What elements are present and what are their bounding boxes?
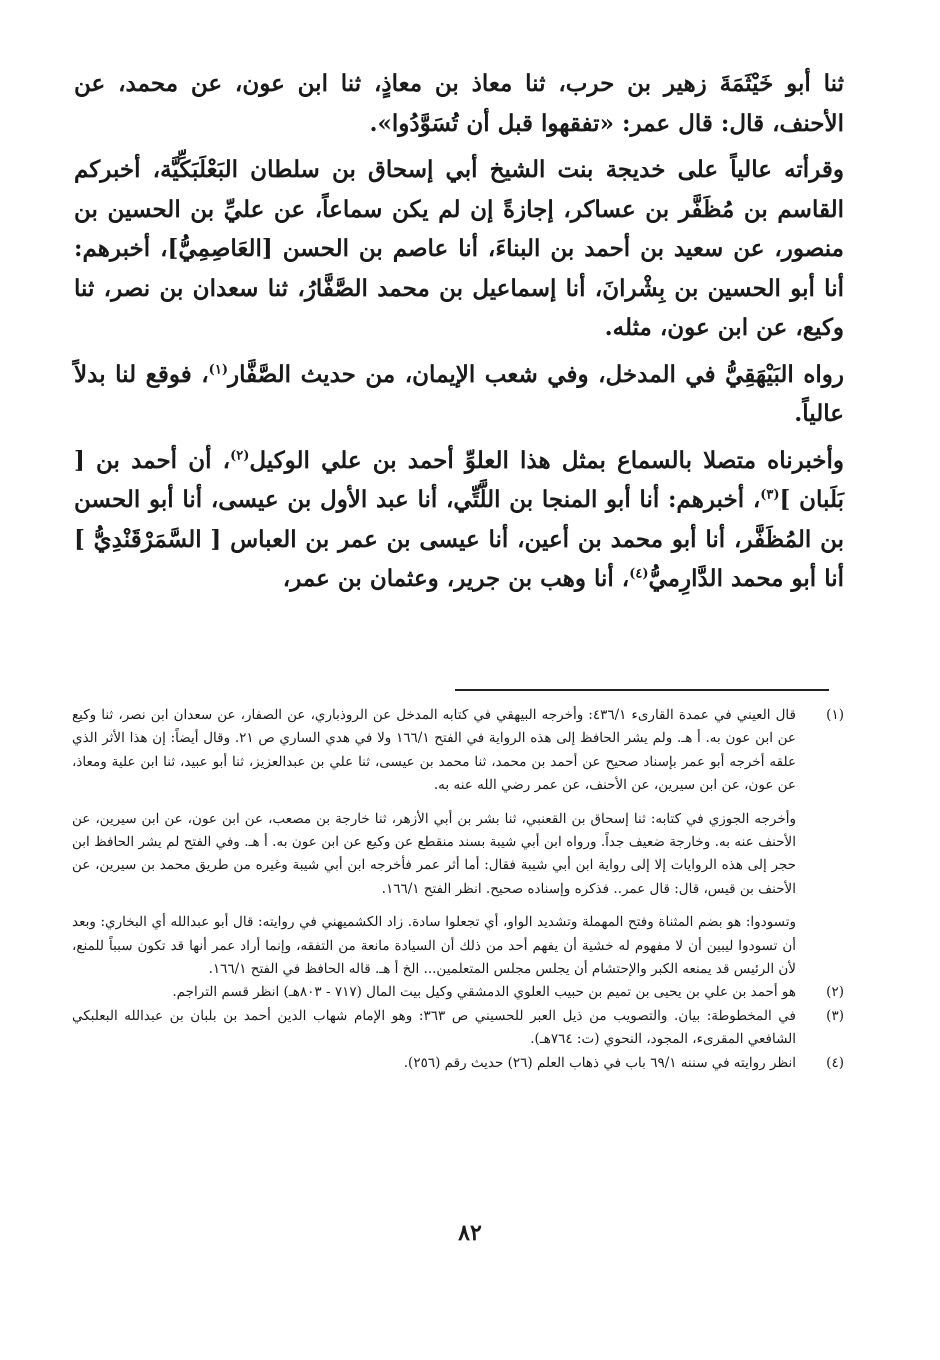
footnote-4 <box>72 1052 844 1075</box>
paragraph-3-text: رواه البَيْهَقِيُّ في المدخل، وفي شعب الإيمان، من حديث الصَّفَّار <box>227 360 844 388</box>
footnote-body <box>72 981 796 1004</box>
main-text <box>74 64 844 599</box>
footnote-number: (٢) <box>826 984 844 1001</box>
footnote-separator <box>455 689 829 691</box>
footnote-2 <box>72 981 844 1004</box>
footnotes <box>72 704 844 1075</box>
paragraph-4-text-d: ، أنا وهب بن جرير، وعثمان بن عمر، <box>282 565 630 592</box>
footnote-paragraph: قال العيني في عمدة القارىء ٤٣٦/١: وأخرجه البيهقي في كتابه المدخل عن الروذباري، عن الصفار، عن سعدان ابن نصر، ثنا وكيع عن ابن عون به. أ هـ. ولم يشر الحافظ إلى هذه الرواية في الفتح ١٦٦/١ ولا في هدي الساري ص ٢١. وقال أيضاً: إن هذا الأثر الذي علقه أخرجه أبو عمر بإسناد صحيح عن أحمد بن محمد، ثنا محمد بن عيسى، ثنا علي بن عبدالعزيز، ثنا أبو عبيد، ثنا ابن علية ومعاذ، عن عون، عن ابن سيرين، عن الأحنف، عن عمر رضي الله عنه به. <box>72 707 796 794</box>
footnote-paragraph: وتسودوا: هو بضم المثناة وفتح المهملة وتشديد الواو، أي تجعلوا سادة. زاد الكشميهني في روايته: قال أبو عبدالله أي البخاري: وبعد أن تسودوا ليبين أن لا مفهوم له خشية أن يفهم أحد من ذلك أن السيادة مانعة من التفقه، وإنما أراد عمر أنها قد تكون سبباً للمنع، لأن الرئيس قد يمنعه الكبر والإحتشام أن يجلس مجلس المتعلمين... الخ أ هـ. قاله الحافظ في الفتح ١٦٦/١. <box>72 914 796 978</box>
footnote-ref-2: (٢) <box>230 447 250 463</box>
footnote-body <box>72 1052 796 1075</box>
paragraph-3-text-end: ، فوقع لنا بدلاً عالياً. <box>74 360 844 427</box>
paragraph-4-text-c: ، أخبرهم: أنا أبو المنجا بن اللَّتِّي، أنا عبد الأول بن عيسى، أنا أبو الحسن بن المُظَفَّر، أنا أبو محمد بن أعين، أنا عيسى بن عمر بن العباس [ السَّمَرْقَنْدِيُّ ] أنا أبو محمد الدَّارِميُّ <box>74 486 844 592</box>
page-number: ٨٢ <box>458 1220 482 1246</box>
footnote-body <box>72 1005 796 1052</box>
footnote-ref-4: (٤) <box>629 566 649 582</box>
footnote-paragraph: هو أحمد بن علي بن يحيى بن تميم بن حبيب العلوي الدمشقي وكيل بيت المال (٧١٧ - ٨٠٣هـ) انظر قسم التراجم. <box>172 984 796 1001</box>
footnote-number: (٤) <box>826 1054 844 1071</box>
paragraph-4 <box>74 441 844 599</box>
paragraph-2: وقرأته عالياً على خديجة بنت الشيخ أبي إسحاق بن سلطان البَعْلَبَكِّيَّة، أخبركم القاسم بن مُظَفَّر بن عساكر، إجازةً إن لم يكن سماعاً، عن عليِّ بن الحسين بن منصور، عن سعيد بن أحمد بن البناءَ، أنا عاصم بن الحسن [العَاصِمِيُّ]، أخبرهم: أنا أبو الحسين بن بِشْرانَ، أنا إسماعيل بن محمد الصَّفَّارُ، ثنا سعدان بن نصر، ثنا وكيع، عن ابن عون، مثله. <box>74 156 844 341</box>
footnote-ref-3: (٣) <box>760 487 780 503</box>
footnote-body <box>72 704 796 981</box>
footnote-number: (١) <box>826 707 844 723</box>
paragraph-3 <box>74 355 844 434</box>
footnote-paragraph: وأخرجه الجوزي في كتابه: ثنا إسحاق بن القعنبي، ثنا بشر بن أبي الأزهر، ثنا خارجة بن مصعب، عن ابن عون، عن ابن سيرين، عن الأحنف عنه به. وخارجة ضعيف جداً. ورواه ابن أبي شيبة بسند منقطع عن وكيع عن ابن عون به. أ هـ. وفي الفتح لم يشر الحافظ ابن حجر إلى هذه الروايات إلا إلى رواية ابن أبي شيبة فقال: أما أثر عمر فأخرجه ابن أبي شيبة وغيره من طريق محمد بن سيرين، عن الأحنف بن قيس، قال: قال عمر.. فذكره وإسناده صحيح. انظر الفتح ١٦٦/١. <box>72 810 796 897</box>
paragraph-4-text-a: وأخبرناه متصلا بالسماع بمثل هذا العلوِّ أحمد بن علي الوكيل <box>249 446 844 474</box>
footnote-number: (٣) <box>826 1007 844 1024</box>
footnote-paragraph: في المخطوطة: بيان. والتصويب من ذيل العبر للحسيني ص ٣٦٣: وهو الإمام شهاب الدين أحمد بن بلبان بن عبدالله البعلبكي الشافعي المقرىء، المجود، النحوي (ت: ٧٦٤هـ). <box>72 1007 797 1048</box>
paragraph-4-text-b: ، أن أحمد بن [ بَلَبان ] <box>74 446 844 513</box>
footnote-1 <box>72 704 844 981</box>
footnote-ref-1: (١) <box>208 361 228 377</box>
paragraph-1: ثنا أبو خَيْثَمَةَ زهير بن حرب، ثنا معاذ بن معاذٍ، ثنا ابن عون، عن محمد، عن الأحنف، قال: قال عمر: «تفقهوا قبل أن تُسَوَّدُوا». <box>74 70 844 137</box>
footnote-3 <box>72 1005 844 1052</box>
footnote-paragraph: انظر روايته في سننه ٦٩/١ باب في ذهاب العلم (٢٦) حديث رقم (٢٥٦). <box>403 1054 796 1071</box>
